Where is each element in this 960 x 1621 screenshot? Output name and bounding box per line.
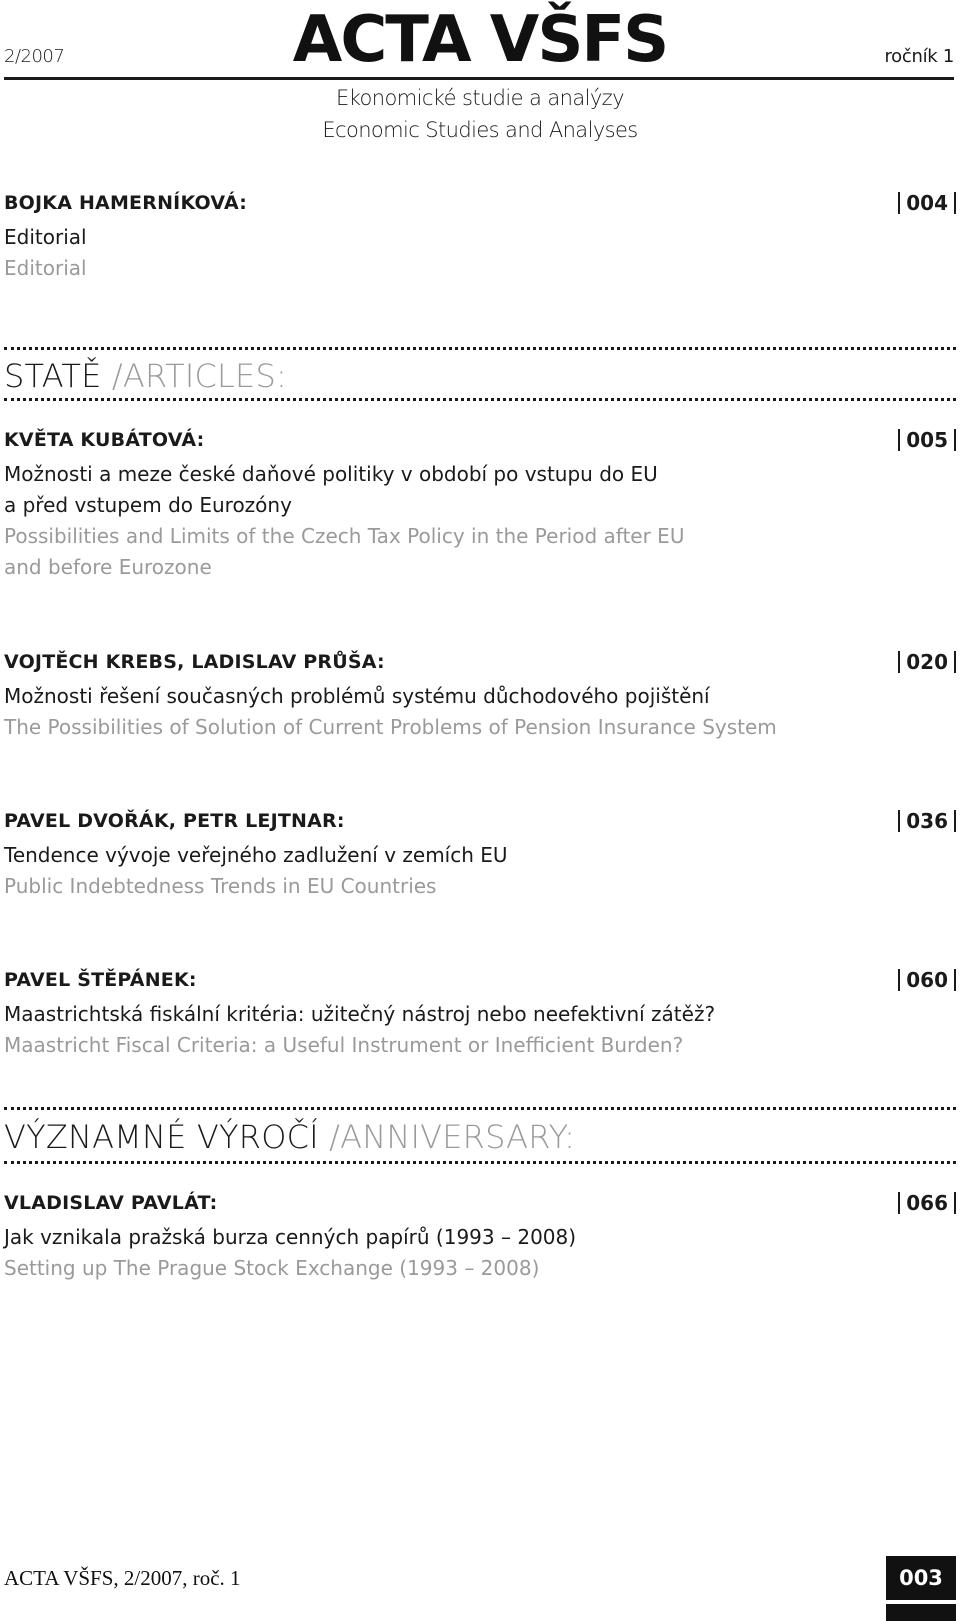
toc-entry-article[interactable] (4, 808, 956, 902)
author-name: PAVEL ŠTĚPÁNEK: (4, 969, 197, 991)
subtitle-english: Economic Studies and Analyses (322, 118, 638, 142)
toc-entry-article[interactable] (4, 967, 956, 1061)
page-number-value: 020 (906, 650, 948, 674)
title-english: The Possibilities of Solution of Current Problems of Pension Insurance System (4, 715, 777, 739)
page-number[interactable] (898, 1190, 956, 1216)
volume-label: ročník 1 (884, 46, 954, 67)
entry-header (4, 190, 956, 216)
page-number-value: 004 (906, 191, 948, 215)
title-czech-line: a před vstupem do Eurozóny (4, 493, 292, 517)
title-english: Maastricht Fiscal Criteria: a Useful Instrument or Inefficient Burden? (4, 1033, 684, 1057)
section-label-english: /ARTICLES: (111, 357, 287, 395)
bar-left (898, 429, 900, 451)
entry-header (4, 1190, 956, 1216)
author-name: PAVEL DVOŘÁK, PETR LEJTNAR: (4, 810, 345, 832)
bar-left (898, 651, 900, 673)
dotted-divider (4, 347, 956, 350)
bar-left (898, 192, 900, 214)
title-czech: Možnosti řešení současných problémů systému důchodového pojištění (4, 684, 710, 708)
author-name: VLADISLAV PAVLÁT: (4, 1192, 218, 1214)
bar-right (954, 969, 956, 991)
journal-title: ACTA VŠFS (292, 3, 668, 77)
bar-left (898, 969, 900, 991)
author-name: BOJKA HAMERNÍKOVÁ: (4, 192, 248, 214)
title-english: Public Indebtedness Trends in EU Countries (4, 874, 437, 898)
dotted-divider (4, 1161, 956, 1164)
title-czech: Jak vznikala pražská burza cenných papírů (1993 – 2008) (4, 1225, 577, 1249)
bar-right (954, 192, 956, 214)
page-number[interactable] (898, 649, 956, 675)
bar-right (954, 651, 956, 673)
footer-page-tab (886, 1604, 956, 1621)
page-number-value: 036 (906, 809, 948, 833)
page-number-value: 066 (906, 1191, 948, 1215)
title-english (4, 521, 904, 583)
toc-entry-editorial[interactable] (4, 190, 956, 284)
bar-left (898, 810, 900, 832)
title-english: Setting up The Prague Stock Exchange (1993 – 2008) (4, 1256, 540, 1280)
section-label-czech: STATĚ (4, 357, 102, 395)
title-czech: Editorial (4, 225, 87, 249)
section-header-articles (4, 356, 287, 396)
page-number[interactable] (898, 967, 956, 993)
title-english-line: Possibilities and Limits of the Czech Tax Policy in the Period after EU (4, 524, 685, 548)
bar-right (954, 429, 956, 451)
toc-entry-anniversary[interactable] (4, 1190, 956, 1284)
section-label-english: /ANNIVERSARY: (329, 1118, 576, 1156)
bar-left (898, 1192, 900, 1214)
author-name: KVĚTA KUBÁTOVÁ: (4, 429, 205, 451)
page-number-value: 060 (906, 968, 948, 992)
page-number[interactable] (898, 808, 956, 834)
entry-header (4, 967, 956, 993)
subtitle-czech: Ekonomické studie a analýzy (336, 86, 624, 110)
title-czech: Maastrichtská fiskální kritéria: užitečný nástroj nebo neefektivní zátěž? (4, 1002, 716, 1026)
bar-right (954, 1192, 956, 1214)
title-english: Editorial (4, 256, 87, 280)
title-czech-line: Možnosti a meze české daňové politiky v období po vstupu do EU (4, 462, 658, 486)
dotted-divider (4, 1107, 956, 1110)
masthead (0, 0, 960, 150)
title-czech: Tendence vývoje veřejného zadlužení v zemích EU (4, 843, 508, 867)
dotted-divider (4, 398, 956, 401)
entry-header (4, 649, 956, 675)
footer-citation: ACTA VŠFS, 2/2007, roč. 1 (4, 1566, 241, 1590)
section-header-anniversary (4, 1117, 575, 1157)
section-label-czech: VÝZNAMNÉ VÝROČÍ (4, 1118, 319, 1156)
page-number[interactable] (898, 427, 956, 453)
entry-header (4, 427, 956, 453)
page-number[interactable] (898, 190, 956, 216)
masthead-rule (4, 77, 954, 80)
page-number-value: 005 (906, 428, 948, 452)
toc-entry-article[interactable] (4, 427, 956, 583)
title-czech (4, 459, 904, 521)
footer-page-number: 003 (886, 1556, 956, 1600)
author-name: VOJTĚCH KREBS, LADISLAV PRŮŠA: (4, 651, 385, 673)
issue-number: 2/2007 (4, 46, 65, 67)
title-english-line: and before Eurozone (4, 555, 212, 579)
entry-header (4, 808, 956, 834)
toc-entry-article[interactable] (4, 649, 956, 743)
bar-right (954, 810, 956, 832)
